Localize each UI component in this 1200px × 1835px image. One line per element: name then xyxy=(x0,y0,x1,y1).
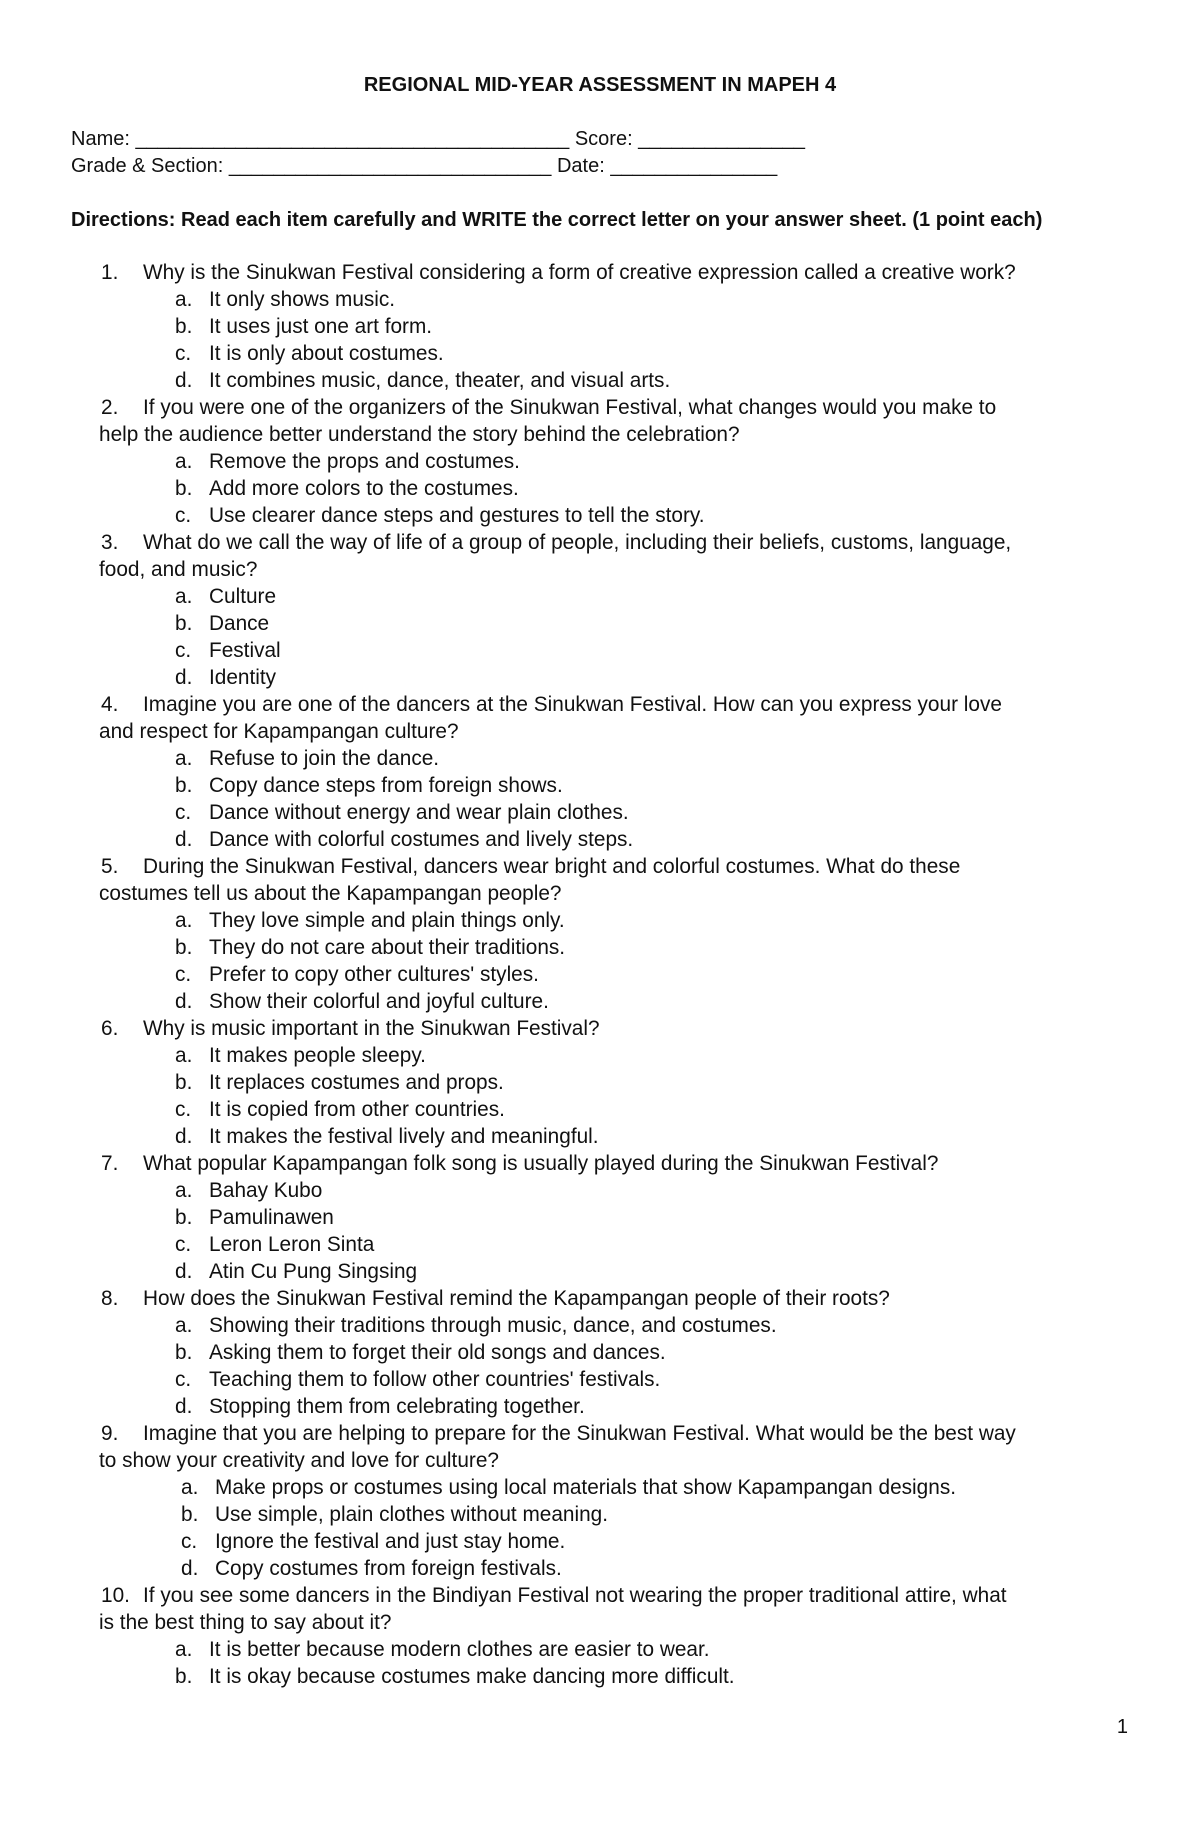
answer-option xyxy=(71,664,1133,691)
question-stem: During the Sinukwan Festival, dancers wear bright and colorful costumes. What do these xyxy=(143,855,961,878)
answer-option xyxy=(71,1474,1133,1501)
question-text xyxy=(71,529,1133,556)
directions: Directions: Read each item carefully and WRITE the correct letter on your answer sheet. (1 point each) xyxy=(71,209,1043,231)
option-text: It combines music, dance, theater, and visual arts. xyxy=(209,369,671,392)
option-letter: c. xyxy=(175,342,192,365)
question-number: 7. xyxy=(101,1152,119,1175)
question-stem: Why is the Sinukwan Festival considering a form of creative expression called a creative work? xyxy=(143,261,1016,284)
option-letter: c. xyxy=(175,639,192,662)
answer-option xyxy=(71,799,1133,826)
answer-option xyxy=(71,367,1133,394)
answer-option xyxy=(71,313,1133,340)
question-item xyxy=(71,853,1133,1015)
question-item xyxy=(71,691,1133,853)
option-letter: b. xyxy=(175,1341,193,1364)
question-text xyxy=(71,1285,1133,1312)
option-text: Prefer to copy other cultures' styles. xyxy=(209,963,539,986)
option-letter: c. xyxy=(175,504,192,527)
question-item xyxy=(71,1150,1133,1285)
option-letter: a. xyxy=(175,585,193,608)
answer-option xyxy=(71,1123,1133,1150)
option-letter: b. xyxy=(175,1665,193,1688)
option-letter: a. xyxy=(175,909,193,932)
answer-option xyxy=(71,1636,1133,1663)
option-text: They do not care about their traditions. xyxy=(209,936,566,959)
option-text: Bahay Kubo xyxy=(209,1179,323,1202)
option-text: It replaces costumes and props. xyxy=(209,1071,504,1094)
question-number: 10. xyxy=(101,1584,130,1607)
answer-option xyxy=(71,286,1133,313)
question-item xyxy=(71,1015,1133,1150)
answer-option xyxy=(71,1555,1133,1582)
option-letter: a. xyxy=(175,288,193,311)
question-stem-continued: and respect for Kapampangan culture? xyxy=(99,720,459,743)
answer-option xyxy=(71,1177,1133,1204)
question-stem-continued: help the audience better understand the story behind the celebration? xyxy=(99,423,740,446)
option-text: Dance without energy and wear plain clothes. xyxy=(209,801,629,824)
answer-option xyxy=(71,907,1133,934)
option-text: Show their colorful and joyful culture. xyxy=(209,990,549,1013)
option-text: It is only about costumes. xyxy=(209,342,444,365)
option-letter: b. xyxy=(175,315,193,338)
option-text: Identity xyxy=(209,666,277,689)
option-letter: b. xyxy=(175,1206,193,1229)
answer-option xyxy=(71,1096,1133,1123)
option-text: Remove the props and costumes. xyxy=(209,450,520,473)
question-number: 9. xyxy=(101,1422,119,1445)
option-letter: b. xyxy=(175,774,193,797)
option-text: Refuse to join the dance. xyxy=(209,747,440,770)
option-letter: a. xyxy=(175,1638,193,1661)
answer-option xyxy=(71,826,1133,853)
question-stem-continued: is the best thing to say about it? xyxy=(99,1611,392,1634)
question-stem: Imagine you are one of the dancers at the Sinukwan Festival. How can you express your love xyxy=(143,693,1002,716)
answer-option xyxy=(71,1069,1133,1096)
option-letter: d. xyxy=(175,828,193,851)
question-text xyxy=(71,1420,1133,1447)
answer-option xyxy=(71,1366,1133,1393)
answer-option xyxy=(71,637,1133,664)
answer-option xyxy=(71,583,1133,610)
question-text xyxy=(71,853,1133,880)
page-number: 1 xyxy=(1116,1716,1128,1738)
answer-option xyxy=(71,961,1133,988)
answer-option xyxy=(71,1231,1133,1258)
option-letter: c. xyxy=(175,963,192,986)
question-item xyxy=(71,1582,1133,1690)
answer-option xyxy=(71,475,1133,502)
question-stem: What do we call the way of life of a group of people, including their beliefs, customs, language, xyxy=(143,531,1012,554)
name-score-line: Name: _______________________________________ Score: _______________ xyxy=(71,128,806,150)
question-stem-continued: costumes tell us about the Kapampangan people? xyxy=(99,882,562,905)
question-number: 2. xyxy=(101,396,119,419)
option-text: Leron Leron Sinta xyxy=(209,1233,375,1256)
option-text: Use simple, plain clothes without meaning. xyxy=(215,1503,609,1526)
option-letter: b. xyxy=(175,612,193,635)
option-text: Stopping them from celebrating together. xyxy=(209,1395,585,1418)
answer-option xyxy=(71,1258,1133,1285)
answer-option xyxy=(71,934,1133,961)
question-number: 5. xyxy=(101,855,119,878)
option-text: It is better because modern clothes are easier to wear. xyxy=(209,1638,710,1661)
option-text: Use clearer dance steps and gestures to tell the story. xyxy=(209,504,705,527)
question-text xyxy=(71,259,1133,286)
option-letter: a. xyxy=(175,747,193,770)
option-letter: d. xyxy=(175,990,193,1013)
option-text: Dance with colorful costumes and lively steps. xyxy=(209,828,634,851)
option-text: Add more colors to the costumes. xyxy=(209,477,519,500)
option-text: It makes the festival lively and meaningful. xyxy=(209,1125,599,1148)
option-text: Showing their traditions through music, dance, and costumes. xyxy=(209,1314,777,1337)
option-letter: a. xyxy=(175,1044,193,1067)
option-letter: d. xyxy=(175,369,193,392)
option-letter: d. xyxy=(181,1557,199,1580)
question-stem: If you see some dancers in the Bindiyan Festival not wearing the proper traditional attire, what xyxy=(143,1584,1007,1607)
option-letter: c. xyxy=(181,1530,198,1553)
option-text: Make props or costumes using local materials that show Kapampangan designs. xyxy=(215,1476,956,1499)
option-text: They love simple and plain things only. xyxy=(209,909,565,932)
question-text xyxy=(71,1015,1133,1042)
question-stem-continued: food, and music? xyxy=(99,558,258,581)
question-number: 8. xyxy=(101,1287,119,1310)
page-title: REGIONAL MID-YEAR ASSESSMENT IN MAPEH 4 xyxy=(363,74,837,96)
option-text: Atin Cu Pung Singsing xyxy=(209,1260,418,1283)
option-letter: d. xyxy=(175,1395,193,1418)
question-text xyxy=(71,691,1133,718)
question-number: 4. xyxy=(101,693,119,716)
question-stem: What popular Kapampangan folk song is usually played during the Sinukwan Festival? xyxy=(143,1152,939,1175)
question-number: 6. xyxy=(101,1017,119,1040)
option-text: It is copied from other countries. xyxy=(209,1098,505,1121)
answer-option xyxy=(71,610,1133,637)
answer-option xyxy=(71,1312,1133,1339)
question-item xyxy=(71,529,1133,691)
option-text: Culture xyxy=(209,585,277,608)
question-item xyxy=(71,1285,1133,1420)
answer-option xyxy=(71,1339,1133,1366)
option-text: Asking them to forget their old songs and dances. xyxy=(209,1341,666,1364)
option-letter: a. xyxy=(175,1179,193,1202)
question-stem: How does the Sinukwan Festival remind the Kapampangan people of their roots? xyxy=(143,1287,890,1310)
option-letter: b. xyxy=(175,477,193,500)
option-text: Ignore the festival and just stay home. xyxy=(215,1530,566,1553)
answer-option xyxy=(71,745,1133,772)
answer-option xyxy=(71,340,1133,367)
answer-option xyxy=(71,772,1133,799)
option-letter: c. xyxy=(175,1368,192,1391)
option-letter: c. xyxy=(175,1233,192,1256)
option-letter: a. xyxy=(175,450,193,473)
option-text: It only shows music. xyxy=(209,288,396,311)
answer-option xyxy=(71,1663,1133,1690)
question-list xyxy=(71,259,1133,1690)
answer-option xyxy=(71,1042,1133,1069)
option-text: It is okay because costumes make dancing more difficult. xyxy=(209,1665,735,1688)
option-text: Copy costumes from foreign festivals. xyxy=(215,1557,562,1580)
option-letter: a. xyxy=(181,1476,199,1499)
option-letter: c. xyxy=(175,1098,192,1121)
option-letter: d. xyxy=(175,1260,193,1283)
answer-option xyxy=(71,1501,1133,1528)
question-item xyxy=(71,1420,1133,1582)
question-text xyxy=(71,1150,1133,1177)
question-stem-continued: to show your creativity and love for culture? xyxy=(99,1449,499,1472)
question-stem: Why is music important in the Sinukwan Festival? xyxy=(143,1017,600,1040)
option-letter: b. xyxy=(181,1503,199,1526)
question-stem: If you were one of the organizers of the Sinukwan Festival, what changes would you make to xyxy=(143,396,997,419)
answer-option xyxy=(71,1393,1133,1420)
question-number: 1. xyxy=(101,261,119,284)
option-letter: d. xyxy=(175,1125,193,1148)
option-text: It uses just one art form. xyxy=(209,315,433,338)
option-text: Dance xyxy=(209,612,270,635)
question-text xyxy=(71,1582,1133,1609)
option-text: Pamulinawen xyxy=(209,1206,334,1229)
grade-date-line: Grade & Section: _____________________________ Date: _______________ xyxy=(71,155,778,177)
question-text xyxy=(71,394,1133,421)
option-letter: b. xyxy=(175,936,193,959)
answer-option xyxy=(71,502,1133,529)
option-text: Copy dance steps from foreign shows. xyxy=(209,774,563,797)
answer-option xyxy=(71,988,1133,1015)
option-letter: d. xyxy=(175,666,193,689)
question-stem: Imagine that you are helping to prepare for the Sinukwan Festival. What would be the best way xyxy=(143,1422,1016,1445)
option-text: Teaching them to follow other countries' festivals. xyxy=(209,1368,661,1391)
question-item xyxy=(71,259,1133,394)
answer-option xyxy=(71,1204,1133,1231)
option-letter: c. xyxy=(175,801,192,824)
answer-option xyxy=(71,448,1133,475)
question-item xyxy=(71,394,1133,529)
option-text: It makes people sleepy. xyxy=(209,1044,426,1067)
option-letter: b. xyxy=(175,1071,193,1094)
question-number: 3. xyxy=(101,531,119,554)
option-text: Festival xyxy=(209,639,281,662)
answer-option xyxy=(71,1528,1133,1555)
option-letter: a. xyxy=(175,1314,193,1337)
